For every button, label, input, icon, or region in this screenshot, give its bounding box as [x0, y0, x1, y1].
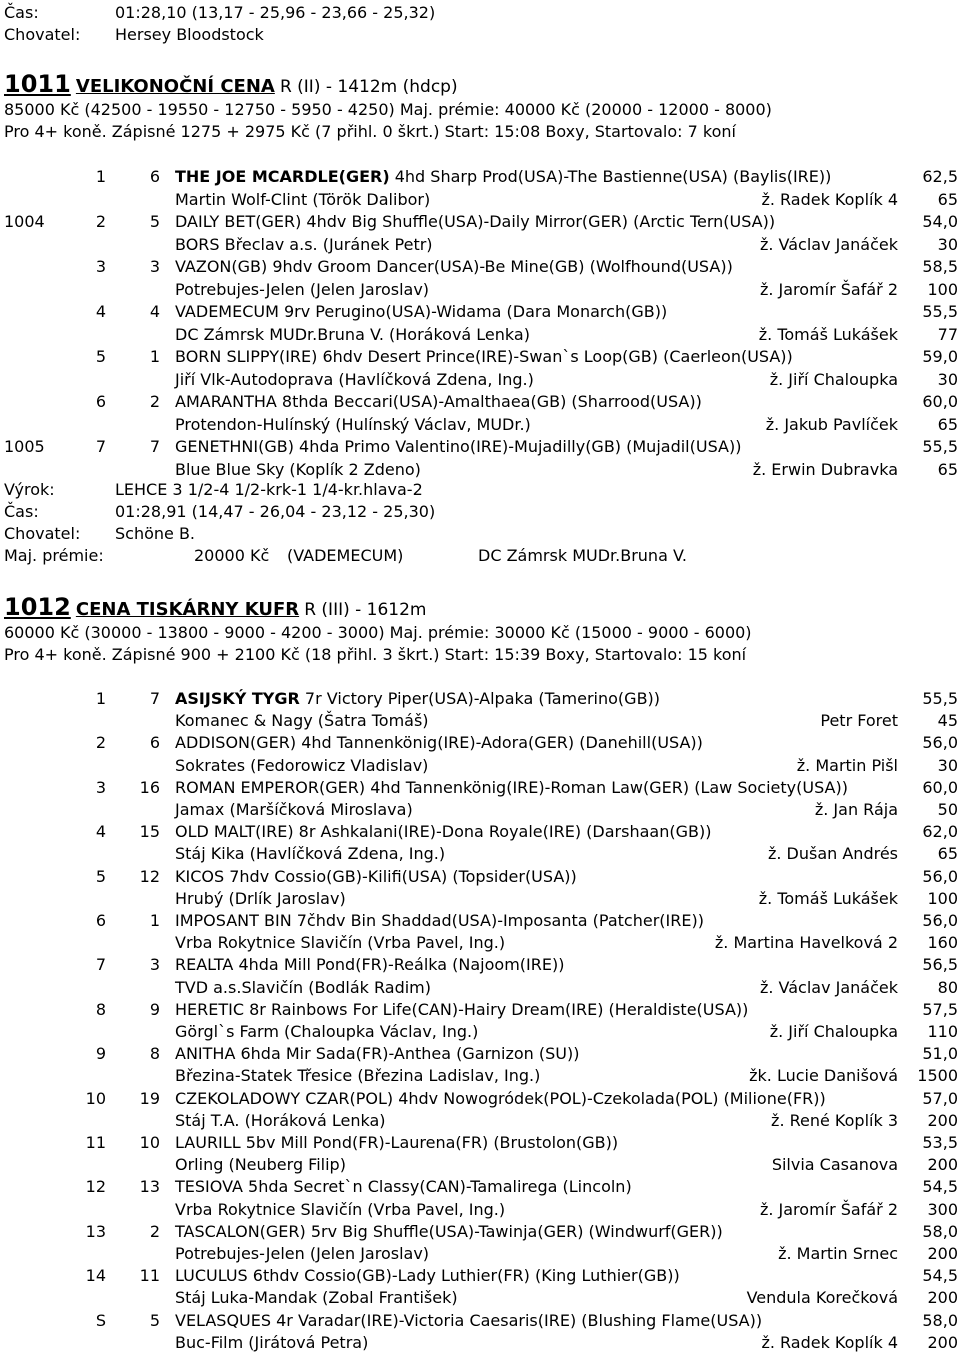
race-number: 1012	[4, 593, 71, 621]
result-row-owner	[0, 1110, 960, 1132]
finish-place: 2	[95, 733, 106, 753]
saddle-number: 3	[149, 257, 160, 276]
time-value: 01:28,91 (14,47 - 26,04 - 23,12 - 25,30)	[115, 502, 436, 521]
entry-position: 1004	[4, 212, 45, 231]
finish-place: 2	[95, 212, 106, 231]
odds: 200	[927, 1244, 958, 1263]
result-row-owner	[0, 1065, 960, 1087]
result-row-owner	[0, 414, 960, 436]
owner-trainer: DC Zámrsk MUDr.Bruna V. (Horáková Lenka)	[175, 324, 530, 344]
horse-description	[175, 866, 577, 888]
saddle-number: 5	[149, 1310, 160, 1330]
owner-trainer: Potrebujes-Jelen (Jelen Jaroslav)	[175, 279, 430, 299]
weight: 60,0	[922, 777, 958, 797]
finish-place: 11	[85, 1133, 106, 1152]
odds: 30	[937, 234, 958, 254]
jockey: ž. Radek Koplík 4	[761, 1332, 898, 1352]
prize-horse: (VADEMECUM)	[287, 546, 404, 565]
entry-position: 1005	[4, 437, 45, 456]
result-row	[0, 1043, 960, 1065]
horse-pedigree: TASCALON(GER) 5rv Big Shuffle(USA)-Tawinja(GER) (Windwurf(GER))	[175, 1221, 723, 1241]
weight: 56,0	[922, 733, 958, 753]
odds: 300	[927, 1199, 958, 1219]
odds: 30	[937, 369, 958, 389]
result-row-owner	[0, 1332, 960, 1354]
jockey: ž. Jaromír Šafář 2	[759, 279, 898, 299]
breeder-value: Schöne B.	[115, 524, 196, 543]
time-label: Čas:	[4, 502, 39, 521]
horse-description	[175, 954, 564, 976]
horse-description	[175, 1043, 579, 1065]
result-row-owner	[0, 1021, 960, 1043]
odds: 160	[927, 933, 958, 953]
horse-description	[175, 999, 748, 1021]
saddle-number: 5	[149, 212, 160, 231]
result-row	[0, 1088, 960, 1110]
saddle-number: 3	[149, 955, 160, 975]
owner-trainer: Görgl`s Farm (Chaloupka Václav, Ing.)	[175, 1022, 479, 1041]
jockey: ž. Jan Rája	[814, 800, 898, 819]
owner-trainer: Potrebujes-Jelen (Jelen Jaroslav)	[175, 1244, 430, 1263]
odds: 77	[937, 324, 958, 344]
jockey: ž. Radek Koplík 4	[761, 189, 898, 209]
jockey: ž. Václav Janáček	[759, 234, 898, 254]
owner-trainer: TVD a.s.Slavičín (Bodlák Radim)	[175, 977, 431, 997]
horse-description	[175, 346, 793, 368]
finish-place: 3	[95, 777, 106, 797]
weight: 56,5	[922, 955, 958, 975]
result-row	[0, 954, 960, 976]
finish-place: 6	[95, 392, 106, 411]
jockey: Silvia Casanova	[771, 1155, 898, 1175]
horse-pedigree: 4hd Sharp Prod(USA)-The Bastienne(USA) (Baylis(IRE))	[389, 167, 832, 186]
owner-trainer: Stáj Kika (Havlíčková Zdena, Ing.)	[175, 844, 446, 864]
race-1012-heading	[4, 593, 427, 621]
result-row-owner	[0, 369, 960, 391]
horse-pedigree: VADEMECUM 9rv Perugino(USA)-Widama (Dara Monarch(GB))	[175, 302, 668, 321]
result-row-owner	[0, 977, 960, 999]
horse-description	[175, 910, 704, 932]
weight: 58,0	[922, 1310, 958, 1330]
odds: 65	[937, 844, 958, 864]
horse-pedigree: OLD MALT(IRE) 8r Ashkalani(IRE)-Dona Royale(IRE) (Darshaan(GB))	[175, 822, 712, 842]
jockey: ž. Jakub Pavlíček	[765, 414, 898, 434]
horse-pedigree: BORN SLIPPY(IRE) 6hdv Desert Prince(IRE)-Swan`s Loop(GB) (Caerleon(USA))	[175, 347, 793, 366]
owner-trainer: Buc-Film (Jirátová Petra)	[175, 1332, 369, 1352]
result-row	[0, 346, 960, 368]
odds: 50	[937, 800, 958, 819]
result-row-owner	[0, 710, 960, 732]
horse-description	[175, 301, 667, 323]
horse-description	[175, 256, 733, 278]
time-label: Čas:	[4, 3, 39, 22]
owner-trainer: Blue Blue Sky (Koplík 2 Zdeno)	[175, 459, 421, 479]
jockey: ž. Jiří Chaloupka	[769, 1022, 898, 1041]
weight: 57,5	[922, 999, 958, 1019]
jockey: ž. Dušan Andrés	[767, 844, 898, 864]
race-number: 1011	[4, 70, 71, 98]
result-row	[0, 866, 960, 888]
saddle-number: 1	[149, 347, 160, 366]
weight: 55,5	[922, 689, 958, 708]
odds: 80	[937, 977, 958, 997]
result-row	[0, 688, 960, 710]
owner-trainer: Sokrates (Fedorowicz Vladislav)	[175, 755, 429, 775]
horse-pedigree: TESIOVA 5hda Secret`n Classy(CAN)-Tamalirega (Lincoln)	[175, 1177, 632, 1197]
saddle-number: 15	[139, 822, 160, 842]
finish-place: 12	[85, 1177, 106, 1197]
result-row-owner	[0, 843, 960, 865]
race-1011-time	[4, 501, 435, 523]
result-row-owner	[0, 932, 960, 954]
saddle-number: 6	[149, 733, 160, 753]
race-1011-verdict	[4, 479, 423, 501]
weight: 58,5	[922, 257, 958, 276]
saddle-number: 16	[139, 777, 160, 797]
horse-pedigree: CZEKOLADOWY CZAR(POL) 4hdv Nowogródek(POL)-Czekolada(POL) (Milione(FR))	[175, 1088, 826, 1108]
horse-description	[175, 777, 848, 799]
result-row-owner	[0, 1154, 960, 1176]
result-row-owner	[0, 324, 960, 346]
weight: 53,5	[922, 1133, 958, 1152]
finish-place: 1	[95, 689, 106, 708]
finish-place: 4	[95, 822, 106, 842]
saddle-number: 12	[139, 866, 160, 886]
horse-description	[175, 436, 741, 458]
result-row-owner	[0, 1243, 960, 1265]
breeder-label: Chovatel:	[4, 524, 81, 543]
saddle-number: 19	[139, 1088, 160, 1108]
weight: 56,0	[922, 911, 958, 930]
horse-description	[175, 821, 711, 843]
horse-pedigree: ROMAN EMPEROR(GER) 4hd Tannenkönig(IRE)-Roman Law(GER) (Law Society(USA))	[175, 777, 848, 797]
owner-trainer: Protendon-Hulínský (Hulínský Václav, MUDr.)	[175, 414, 531, 434]
saddle-number: 8	[149, 1044, 160, 1064]
finish-place: 5	[95, 347, 106, 366]
result-row-owner	[0, 279, 960, 301]
time-value: 01:28,10 (13,17 - 25,96 - 23,66 - 25,32)	[115, 3, 436, 22]
saddle-number: 6	[149, 167, 160, 186]
result-row-owner	[0, 755, 960, 777]
weight: 54,5	[922, 1177, 958, 1197]
jockey: ž. Martina Havelková 2	[714, 933, 898, 953]
breeder-label: Chovatel:	[4, 25, 81, 44]
result-row	[0, 1221, 960, 1243]
jockey: ž. Jiří Chaloupka	[769, 369, 898, 389]
horse-pedigree: VELASQUES 4r Varadar(IRE)-Victoria Caesaris(IRE) (Blushing Flame(USA))	[175, 1310, 763, 1330]
owner-trainer: Jamax (Maršíčková Miroslava)	[175, 800, 413, 819]
weight: 55,5	[922, 437, 958, 456]
finish-place: 3	[95, 257, 106, 276]
race-class: R (III) - 1612m	[304, 600, 427, 620]
saddle-number: 1	[149, 911, 160, 930]
horse-description	[175, 732, 703, 754]
horse-pedigree: VAZON(GB) 9hdv Groom Dancer(USA)-Be Mine(GB) (Wolfhound(USA))	[175, 257, 733, 276]
finish-place: 5	[95, 866, 106, 886]
owner-trainer: Stáj T.A. (Horáková Lenka)	[175, 1110, 386, 1130]
finish-place: 1	[95, 167, 106, 186]
owner-trainer: Orling (Neuberg Filip)	[175, 1155, 346, 1175]
horse-pedigree: AMARANTHA 8thda Beccari(USA)-Amalthaea(GB) (Sharrood(USA))	[175, 392, 702, 411]
weight: 54,5	[922, 1266, 958, 1286]
race-1012-conditions: Pro 4+ koně. Zápisné 900 + 2100 Kč (18 přihl. 3 škrt.) Start: 15:39 Boxy, Startovalo: 15 koní	[4, 645, 747, 664]
saddle-number: 9	[149, 999, 160, 1019]
result-row-owner	[0, 799, 960, 821]
finish-place: 14	[85, 1266, 106, 1286]
result-row	[0, 910, 960, 932]
prev-breeder-line	[4, 24, 264, 46]
finish-place: 7	[95, 955, 106, 975]
owner-trainer: Březina-Statek Třesice (Březina Ladislav, Ing.)	[175, 1066, 541, 1086]
result-row-owner	[0, 189, 960, 211]
horse-description	[175, 1088, 826, 1110]
horse-description	[175, 166, 831, 188]
horse-description	[175, 1221, 723, 1243]
horse-description	[175, 1265, 680, 1287]
owner-trainer: BORS Břeclav a.s. (Juránek Petr)	[175, 234, 433, 254]
result-row	[0, 1176, 960, 1198]
horse-description	[175, 1132, 618, 1154]
race-1011-conditions: Pro 4+ koně. Zápisné 1275 + 2975 Kč (7 přihl. 0 škrt.) Start: 15:08 Boxy, Startovalo: 7 koní	[4, 122, 736, 141]
jockey: ž. Jaromír Šafář 2	[759, 1199, 898, 1219]
finish-place: 8	[95, 999, 106, 1019]
weight: 62,5	[922, 167, 958, 186]
result-row	[0, 821, 960, 843]
horse-pedigree: KICOS 7hdv Cossio(GB)-Kilifi(USA) (Topsider(USA))	[175, 866, 577, 886]
saddle-number: 2	[149, 1221, 160, 1241]
saddle-number: 2	[149, 392, 160, 411]
saddle-number: 11	[139, 1266, 160, 1286]
verdict-label: Výrok:	[4, 480, 55, 499]
result-row	[0, 732, 960, 754]
race-1011-prizes: 85000 Kč (42500 - 19550 - 12750 - 5950 - 4250) Maj. prémie: 40000 Kč (20000 - 12000 - 8000)	[4, 100, 772, 119]
horse-description	[175, 391, 702, 413]
jockey: ž. Tomáš Lukášek	[758, 324, 898, 344]
result-row	[0, 1310, 960, 1332]
owner-trainer: Vrba Rokytnice Slavičín (Vrba Pavel, Ing.)	[175, 1199, 506, 1219]
horse-pedigree: DAILY BET(GER) 4hdv Big Shuffle(USA)-Daily Mirror(GER) (Arctic Tern(USA))	[175, 212, 776, 231]
horse-description	[175, 1176, 632, 1198]
weight: 55,5	[922, 302, 958, 321]
odds: 100	[927, 279, 958, 299]
odds: 110	[927, 1022, 958, 1041]
saddle-number: 7	[149, 437, 160, 456]
horse-pedigree: 7r Victory Piper(USA)-Alpaka (Tamerino(GB))	[299, 689, 661, 708]
finish-place: S	[95, 1310, 106, 1330]
prize-value: 20000 Kč	[194, 546, 270, 565]
result-row	[0, 436, 960, 458]
horse-description	[175, 1310, 762, 1332]
race-1012-prizes: 60000 Kč (30000 - 13800 - 9000 - 4200 - 3000) Maj. prémie: 30000 Kč (15000 - 9000 - 6000)	[4, 623, 752, 642]
race-name: VELIKONOČNÍ CENA	[75, 76, 275, 97]
saddle-number: 13	[139, 1177, 160, 1197]
finish-place: 4	[95, 302, 106, 321]
odds: 45	[937, 711, 958, 731]
weight: 54,0	[922, 212, 958, 231]
saddle-number: 7	[149, 689, 160, 708]
owner-trainer: Jiří Vlk-Autodoprava (Havlíčková Zdena, Ing.)	[175, 369, 534, 389]
jockey: ž. René Koplík 3	[771, 1110, 898, 1130]
jockey: ž. Václav Janáček	[759, 977, 898, 997]
owner-trainer: Komanec & Nagy (Šatra Tomáš)	[175, 711, 429, 731]
jockey: ž. Erwin Dubravka	[752, 459, 898, 479]
odds: 65	[937, 189, 958, 209]
result-row	[0, 256, 960, 278]
weight: 59,0	[922, 347, 958, 366]
breeder-value: Hersey Bloodstock	[115, 25, 264, 44]
odds: 65	[937, 414, 958, 434]
odds: 200	[927, 1332, 958, 1352]
jockey: ž. Martin Pišl	[796, 755, 898, 775]
odds: 100	[927, 888, 958, 908]
owner-trainer: Hrubý (Drlík Jaroslav)	[175, 888, 346, 908]
horse-description	[175, 211, 775, 233]
saddle-number: 4	[149, 302, 160, 321]
odds: 1500	[917, 1066, 958, 1086]
weight: 57,0	[922, 1088, 958, 1108]
jockey: žk. Lucie Danišová	[749, 1066, 898, 1086]
finish-place: 6	[95, 911, 106, 930]
horse-name: THE JOE MCARDLE(GER)	[175, 167, 390, 186]
owner-trainer: Stáj Luka-Mandak (Zobal František)	[175, 1288, 458, 1308]
finish-place: 7	[95, 437, 106, 456]
result-row-owner	[0, 1199, 960, 1221]
weight: 62,0	[922, 822, 958, 842]
result-row	[0, 1265, 960, 1287]
prize-owner: DC Zámrsk MUDr.Bruna V.	[478, 546, 687, 565]
odds: 65	[937, 459, 958, 479]
horse-pedigree: LAURILL 5bv Mill Pond(FR)-Laurena(FR) (Brustolon(GB))	[175, 1133, 619, 1152]
prize-label: Maj. prémie:	[4, 546, 104, 565]
horse-pedigree: IMPOSANT BIN 7čhdv Bin Shaddad(USA)-Imposanta (Patcher(IRE))	[175, 911, 704, 930]
race-name: CENA TISKÁRNY KUFR	[75, 599, 300, 620]
owner-trainer: Martin Wolf-Clint (Török Dalibor)	[175, 189, 431, 209]
jockey: ž. Tomáš Lukášek	[758, 888, 898, 908]
jockey: ž. Martin Srnec	[778, 1244, 898, 1263]
result-row	[0, 391, 960, 413]
race-1011-breeder	[4, 523, 195, 545]
finish-place: 13	[85, 1221, 106, 1241]
weight: 58,0	[922, 1221, 958, 1241]
result-row-owner	[0, 459, 960, 481]
horse-pedigree: ANITHA 6hda Mir Sada(FR)-Anthea (Garnizon (SU))	[175, 1044, 580, 1064]
prev-time-line	[4, 2, 435, 24]
result-row	[0, 211, 960, 233]
horse-pedigree: HERETIC 8r Rainbows For Life(CAN)-Hairy Dream(IRE) (Heraldiste(USA))	[175, 999, 749, 1019]
horse-name: ASIJSKÝ TYGR	[175, 689, 300, 708]
saddle-number: 10	[139, 1133, 160, 1152]
odds: 200	[927, 1155, 958, 1175]
result-row	[0, 777, 960, 799]
jockey: Petr Foret	[820, 711, 898, 731]
odds: 200	[927, 1110, 958, 1130]
finish-place: 10	[85, 1088, 106, 1108]
odds: 30	[937, 755, 958, 775]
result-row	[0, 1132, 960, 1154]
result-row	[0, 999, 960, 1021]
race-class: R (II) - 1412m (hdcp)	[279, 77, 458, 97]
result-row	[0, 166, 960, 188]
verdict-value: LEHCE 3 1/2-4 1/2-krk-1 1/4-kr.hlava-2	[115, 480, 423, 499]
result-row-owner	[0, 1287, 960, 1309]
weight: 56,0	[922, 866, 958, 886]
horse-pedigree: GENETHNI(GB) 4hda Primo Valentino(IRE)-Mujadilly(GB) (Mujadil(USA))	[175, 437, 742, 456]
result-row	[0, 301, 960, 323]
finish-place: 9	[95, 1044, 106, 1064]
jockey: Vendula Korečková	[746, 1288, 898, 1308]
odds: 200	[927, 1288, 958, 1308]
horse-pedigree: ADDISON(GER) 4hd Tannenkönig(IRE)-Adora(GER) (Danehill(USA))	[175, 733, 703, 753]
horse-pedigree: LUCULUS 6thdv Cossio(GB)-Lady Luthier(FR) (King Luthier(GB))	[175, 1266, 680, 1286]
weight: 51,0	[922, 1044, 958, 1064]
result-row-owner	[0, 888, 960, 910]
owner-trainer: Vrba Rokytnice Slavičín (Vrba Pavel, Ing.)	[175, 933, 506, 953]
race-1011-heading	[4, 70, 458, 98]
result-row-owner	[0, 234, 960, 256]
horse-description	[175, 688, 660, 710]
horse-pedigree: REALTA 4hda Mill Pond(FR)-Reálka (Najoom(IRE))	[175, 955, 565, 975]
weight: 60,0	[922, 392, 958, 411]
